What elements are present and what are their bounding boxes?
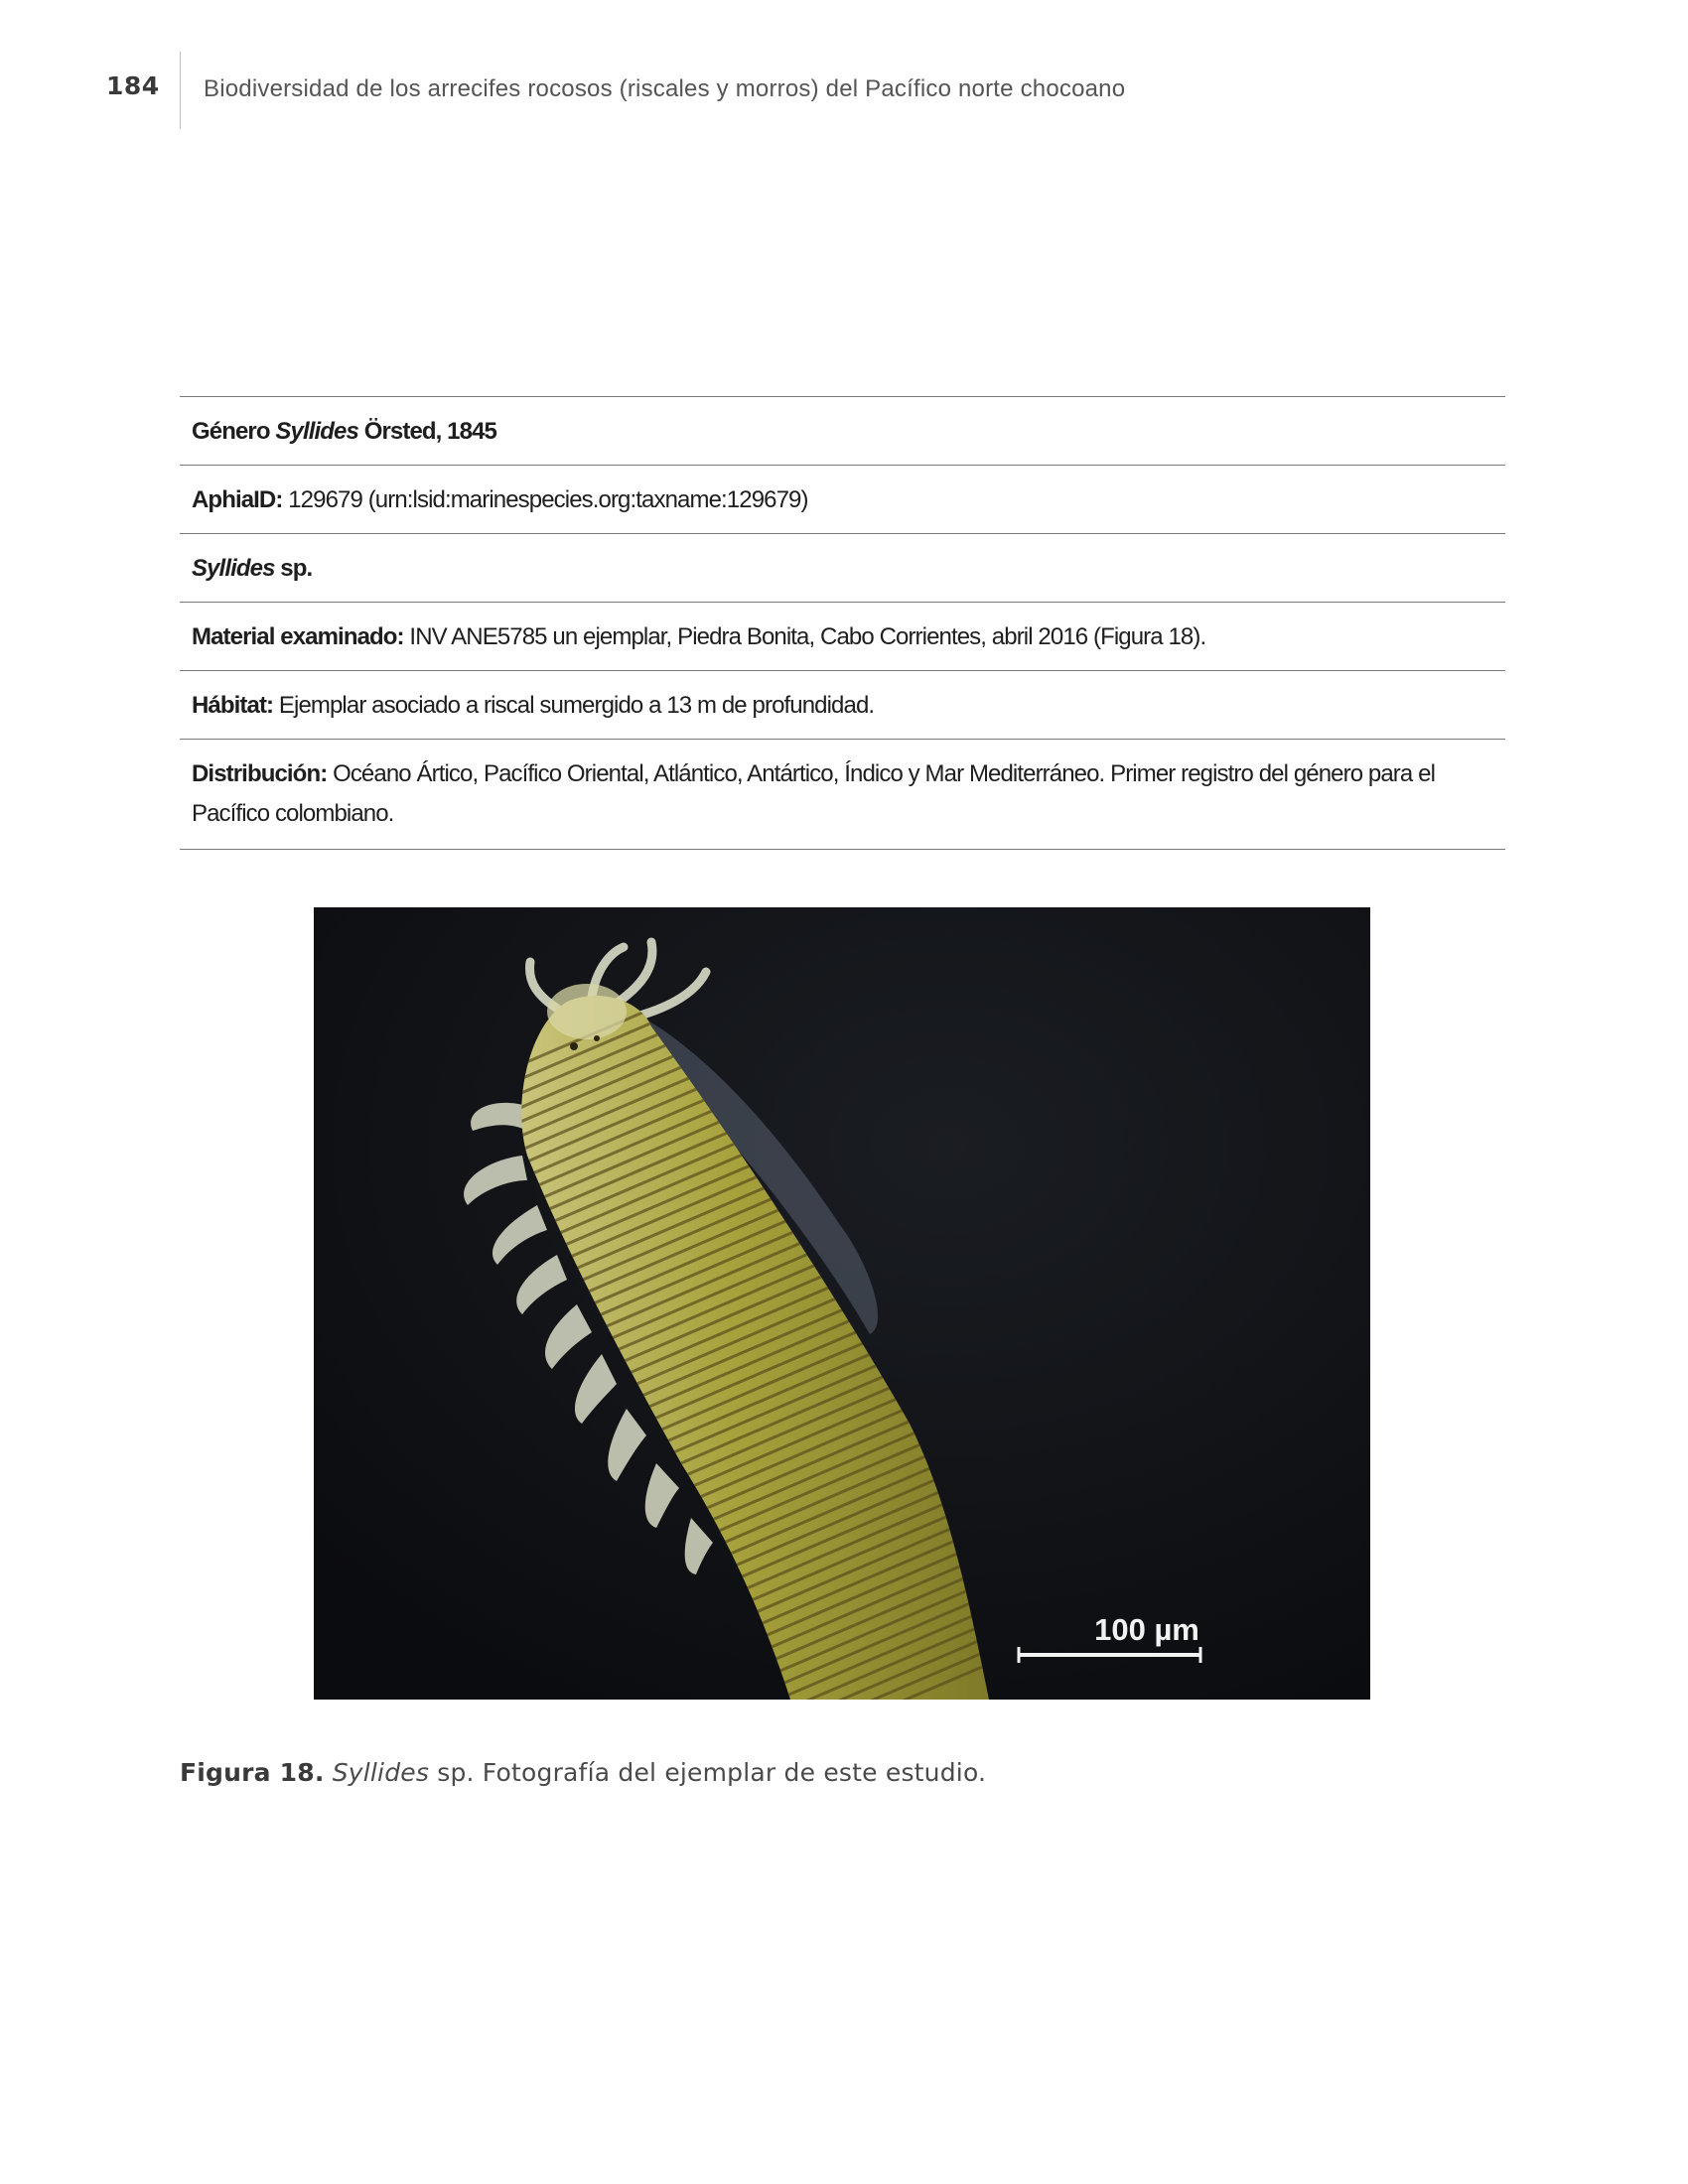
distribution-row [180, 739, 1505, 850]
taxonomic-record-table [180, 396, 1505, 850]
caption-text: sp. Fotografía del ejemplar de este estudio. [429, 1758, 987, 1787]
aphia-row [180, 465, 1505, 533]
species-row [180, 533, 1505, 602]
material-label: Material examinado: [192, 623, 404, 650]
species-name: Syllides [192, 555, 275, 582]
genus-name: Syllides [275, 418, 358, 445]
habitat-label: Hábitat: [192, 692, 274, 719]
habitat-row [180, 670, 1505, 739]
distribution-value: Océano Ártico, Pacífico Oriental, Atlántico, Antártico, Índico y Mar Mediterráneo. Primer registro del género para el Pacífico colombiano. [192, 760, 1435, 827]
aphia-label: AphiaID: [192, 486, 283, 513]
header-divider [180, 52, 181, 129]
aphia-value: 129679 (urn:lsid:marinespecies.org:taxname:129679) [282, 486, 808, 513]
page-number: 184 [106, 71, 160, 100]
worm-illustration [314, 907, 1370, 1700]
running-title: Biodiversidad de los arrecifes rocosos (riscales y morros) del Pacífico norte chocoano [204, 75, 1126, 102]
genus-row [180, 396, 1505, 465]
scale-bar-label: 100 µm [1094, 1612, 1199, 1647]
figure-caption [180, 1758, 986, 1787]
habitat-value: Ejemplar asociado a riscal sumergido a 13 m de profundidad. [273, 692, 875, 719]
caption-genus: Syllides [332, 1758, 430, 1787]
specimen-photo [314, 907, 1370, 1700]
caption-label: Figura 18. [180, 1758, 325, 1787]
genus-authority: Örsted, 1845 [357, 418, 496, 445]
material-row [180, 602, 1505, 670]
species-suffix: sp. [274, 555, 313, 582]
distribution-label: Distribución: [192, 760, 328, 787]
genus-prefix: Género [192, 418, 276, 445]
material-value: INV ANE5785 un ejemplar, Piedra Bonita, Cabo Corrientes, abril 2016 (Figura 18). [403, 623, 1206, 650]
